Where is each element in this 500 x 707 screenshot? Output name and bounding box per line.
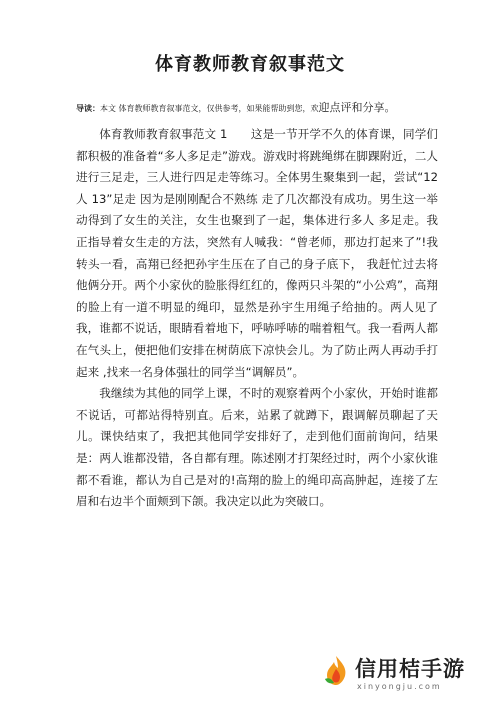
lead-note [76, 101, 436, 116]
watermark-logo [323, 651, 488, 701]
watermark-domain: xinyongju.com [357, 682, 442, 691]
lead-label: 导读： [76, 104, 100, 113]
paragraph: 体育教师教育叙事范文 1 这是一节开学不久的体育课，同学们都积极的准备着“多人多足走”游戏。游戏时将跳绳绑在脚踝附近，二人进行三足走，三人进行四足走等练习。全体男生聚集到一起，尝试“12 人 13”足走 因为是刚刚配合不熟练 走了几次都没有成功。男生这一举动得到了女生的关注，女生也聚到了一起，集体进行多人 多足走。我正指导着女生走的方法，突然有人喊我：“曾老师，那边打起来了”!我转头一看，高翔已经把孙宇生压在了自己的身子底下， 我赶忙过去将他俩分开。两个小家伙的脸胀得红红的，像两只斗架的“小公鸡”，高翔的脸上有一道不明显的绳印，显然是孙宇生用绳子给抽的。两人见了我，谁都不说话，眼睛看着地下，呼哧呼哧的喘着粗气。我一看两人都在气头上，便把他们安排在树荫底下凉快会儿。为了防止两人再动手打起来 ,找来一名身体强壮的同学当“调解员”。 [76, 127, 438, 379]
lead-tail: 迎点评和分享。 [318, 101, 396, 114]
watermark-name: 信用桔手游 [355, 657, 465, 681]
lead-text: 本文 体育教师教育叙事范文，仅供参考，如果能帮助到您，欢 [100, 104, 319, 113]
document-body [76, 124, 438, 513]
paragraph: 我继续为其他的同学上课，不时的观察着两个小家伙，开始时谁都不说话，可都站得特别直。后来，站累了就蹲下，跟调解员聊起了天儿。课快结束了，我把其他同学安排好了，走到他们面前询问，结果是：两人谁都没错，各自都有理。陈述刚才打架经过时，两个小家伙谁都不看谁，都认为自己是对的!高翔的脸上的绳印高高肿起，连接了左眉和右边半个面颊到下颌。我决定以此为突破口。 [76, 386, 438, 509]
document-title: 体育教师教育叙事范文 [155, 54, 345, 75]
flame-logo-icon [323, 655, 349, 687]
